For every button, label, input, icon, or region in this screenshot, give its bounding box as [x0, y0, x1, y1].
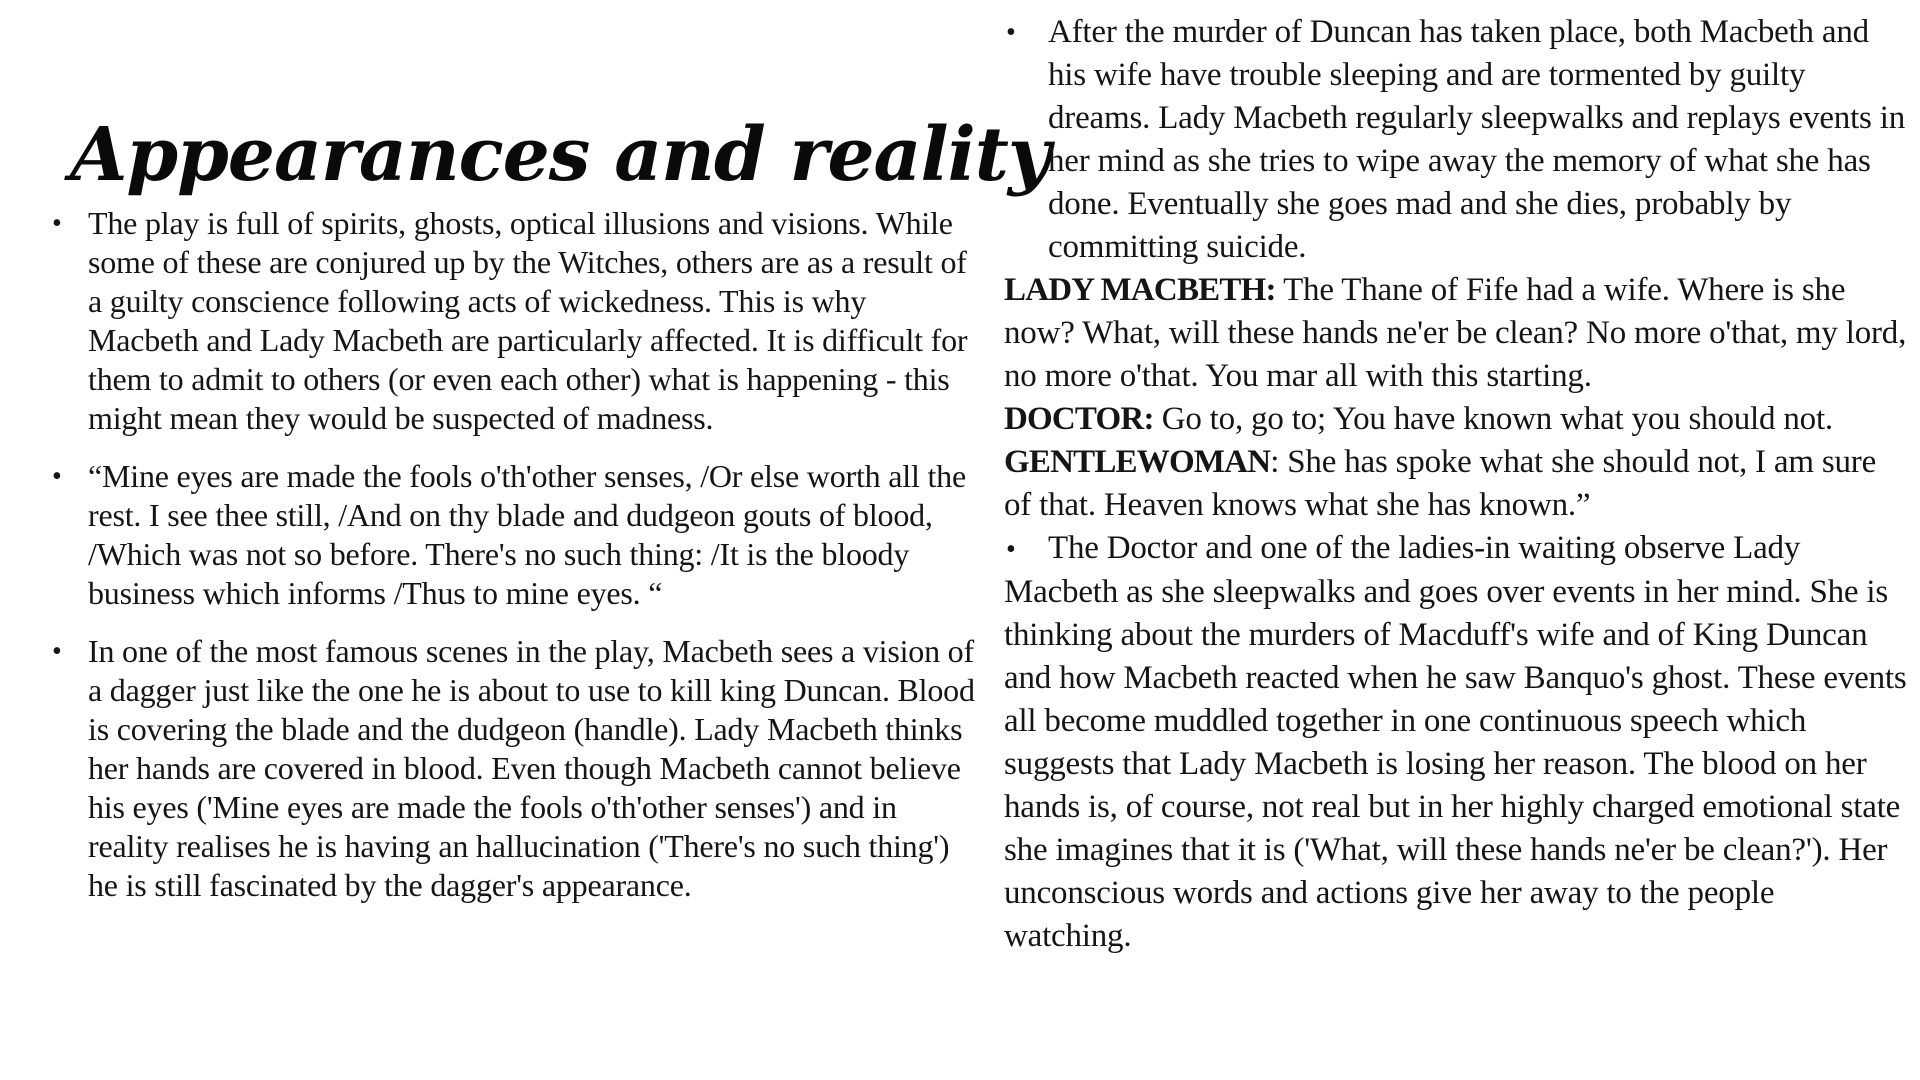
bullet-text: In one of the most famous scenes in the play, Macbeth sees a vision of a dagger just like the one he is about to use to kill king Duncan. Blood is covering the blade and the dudgeon (handle). Lady Macbeth thinks her hands are covered in blood. Even though Macbeth cannot believe his eyes ('Mine eyes are made the fools o'th'other senses') and in reality realises he is having an hallucination ('There's no such thing') he is still fascinated by the dagger's appearance.	[88, 633, 975, 903]
bullet-item-quote	[50, 457, 980, 613]
dialogue-line: Go to, go to; You have known what you should not.	[1153, 401, 1833, 437]
bullet-text: The Doctor and one of the ladies-in waiting observe Lady Macbeth as she sleepwalks and goes over events in her mind. She is thinking about the murders of Macduff's wife and of King Duncan and how Macbeth reacted when he saw Banquo's ghost. These events all become muddled together in one continuous speech which suggests that Lady Macbeth is losing her reason. The blood on her hands is, of course, not real but in her highly charged emotional state she imagines that it is ('What, will these hands ne'er be clean?'). Her unconscious words and actions give her away to the people watching.	[1004, 530, 1907, 954]
bullet-text: After the murder of Duncan has taken place, both Macbeth and his wife have trouble sleeping and are tormented by guilty dreams. Lady Macbeth regularly sleepwalks and replays events in her mind as she tries to wipe away the memory of what she has done. Eventually she goes mad and she dies, probably by committing suicide.	[1048, 14, 1906, 265]
left-bullet-list	[50, 204, 980, 905]
dialogue-line: The Thane of Fife had a wife. Where is she now? What, will these hands ne'er be clean? No more o'that, my lord, no more o'that. You mar all with this starting.	[1004, 272, 1907, 394]
bullet-icon: •	[1006, 17, 1016, 48]
speaker-name: DOCTOR:	[1004, 401, 1154, 437]
right-column	[1004, 11, 1909, 958]
bullet-item-sleeping	[1004, 11, 1909, 269]
bullet-icon: •	[52, 208, 62, 239]
bullet-icon: •	[52, 636, 62, 667]
bullet-icon: •	[1006, 534, 1016, 565]
speaker-name: GENTLEWOMAN	[1004, 444, 1271, 480]
bullet-text: “Mine eyes are made the fools o'th'other senses, /Or else worth all the rest. I see thee still, /And on thy blade and dudgeon gouts of blood, /Which was not so before. There's no such thing: /It is the bloody business which informs /Thus to mine eyes. “	[88, 458, 966, 611]
dialogue-lady-macbeth	[1004, 269, 1909, 398]
bullet-item-dagger	[50, 632, 980, 905]
dialogue-gentlewoman	[1004, 441, 1909, 527]
bullet-icon: •	[52, 461, 62, 492]
dialogue-doctor	[1004, 398, 1909, 441]
speaker-name: LADY MACBETH:	[1004, 272, 1276, 308]
left-column	[50, 204, 980, 924]
bullet-item-spirits	[50, 204, 980, 438]
bullet-text: The play is full of spirits, ghosts, optical illusions and visions. While some of these are conjured up by the Witches, others are as a result of a guilty conscience following acts of wickedness. This is why Macbeth and Lady Macbeth are particularly affected. It is difficult for them to admit to others (or even each other) what is happening - this might mean they would be suspected of madness.	[88, 205, 968, 436]
dialogue-line: : She has spoke what she should not, I am sure of that. Heaven knows what she has known.”	[1004, 444, 1877, 523]
bullet-item-observation	[1004, 527, 1909, 958]
slide-title: Appearances and reality	[70, 112, 1050, 198]
